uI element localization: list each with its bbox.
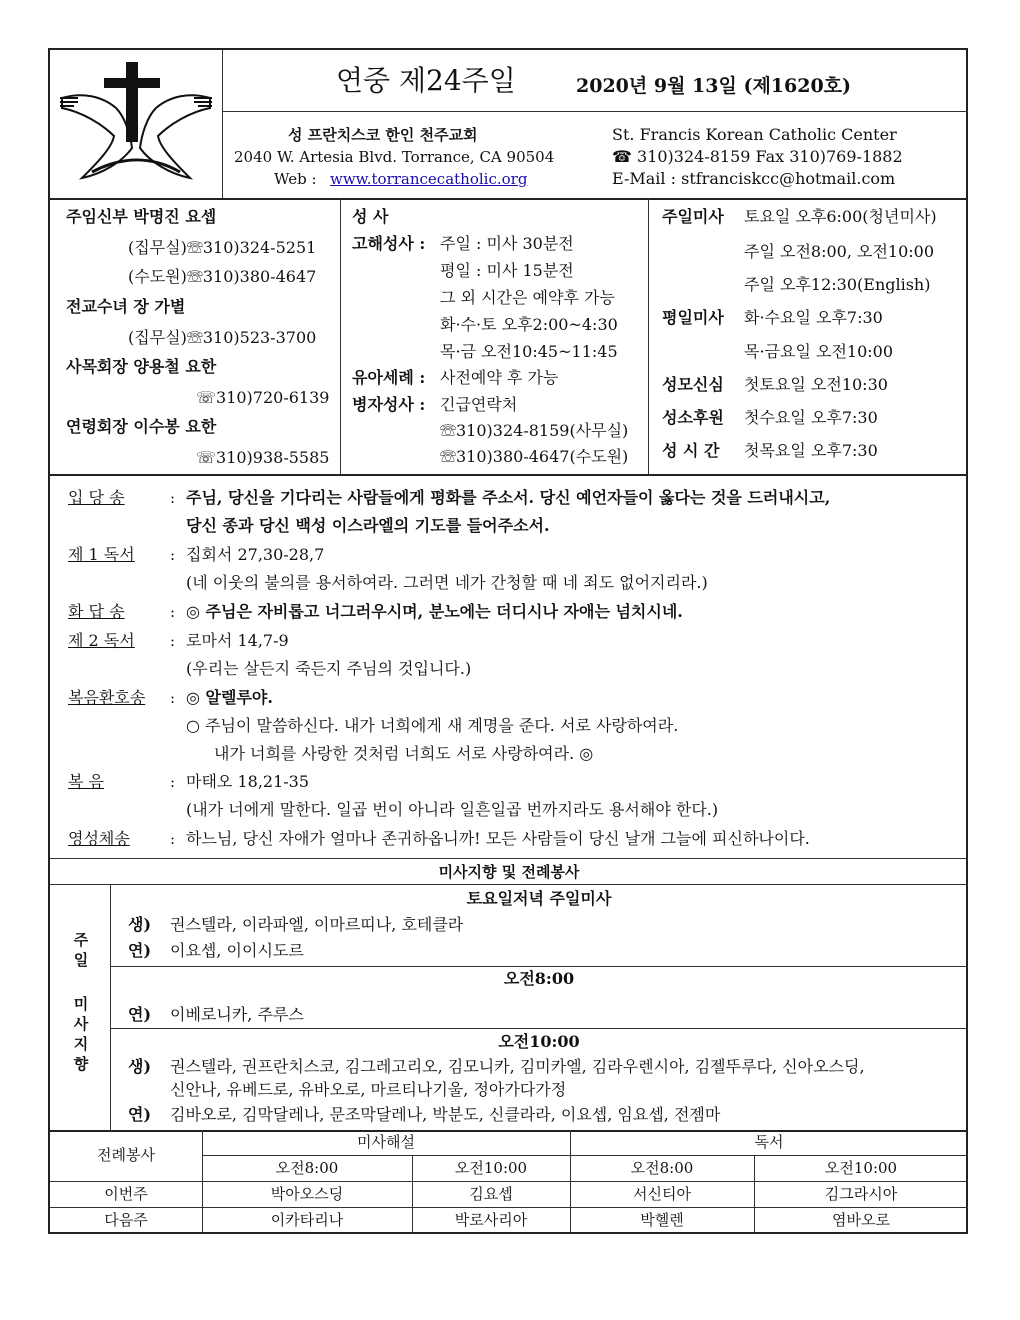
email: E-Mail : stfranciskcc@hotmail.com	[612, 169, 896, 188]
cross-icon	[52, 52, 220, 194]
service-cell: 서신티아	[633, 1185, 691, 1203]
holy-hour: 첫목요일 오후7:30	[744, 441, 878, 460]
gospel-note: (내가 너에게 말한다. 일곱 번이 아니라 일흔일곱 번까지라도 용서해야 한다.)	[186, 800, 719, 819]
intentions-side-label	[66, 930, 96, 1074]
side-char	[66, 970, 96, 994]
sunday-mass-3: 주일 오후12:30(English)	[744, 275, 931, 294]
am10-living-names-1: 권스텔라, 권프란치스코, 김그레고리오, 김모니카, 김미카엘, 김라우렌시아, 김젤뚜루다, 신아오스딩,	[170, 1057, 865, 1076]
service-cell: 김그라시아	[824, 1185, 898, 1203]
alleluia-text: ◎ 알렐루야.	[186, 688, 273, 707]
side-char: 주	[73, 931, 89, 949]
alleluia-verse-1: ○ 주님이 말씀하신다. 내가 너희에게 새 계명을 준다. 서로 사랑하여라.	[186, 716, 679, 735]
am10-living-names-2: 신안나, 유베드로, 유바오로, 마르티나기울, 정아가다가정	[170, 1080, 567, 1099]
entrance-text-1: 주님, 당신을 기다리는 사람들에게 평화를 주소서. 당신 예언자들이 옳다는 것을 드러내시고,	[186, 488, 831, 507]
second-reading-note: (우리는 살든지 죽든지 주님의 것입니다.)	[186, 659, 472, 678]
weekday-mass-2: 목·금요일 오전10:00	[744, 342, 894, 361]
intentions-heading: 미사지향 및 전례봉사	[438, 863, 580, 881]
vocation: 첫수요일 오후7:30	[744, 408, 878, 427]
am8-title: 오전8:00	[503, 969, 575, 988]
service-col-header: 오전10:00	[824, 1159, 898, 1177]
marian-devotion-label: 성모신심	[662, 375, 724, 394]
phone-fax: ☎ 310)324-8159 Fax 310)769-1882	[612, 147, 903, 166]
first-reading-ref: 집회서 27,30-28,7	[186, 545, 325, 564]
am10-title: 오전10:00	[498, 1032, 580, 1051]
council-president: 사목회장 양용철 요한	[66, 357, 217, 376]
service-cell: 박아오스딩	[270, 1185, 344, 1203]
baptism-label: 유아세례 :	[352, 368, 426, 387]
colon: :	[170, 603, 176, 621]
service-cell: 박로사리아	[454, 1211, 528, 1229]
communion-label: 영성체송	[68, 829, 130, 848]
confession-label: 고해성사 :	[352, 234, 426, 253]
baptism-info: 사전예약 후 가능	[440, 368, 559, 387]
marian-devotion: 첫토요일 오전10:30	[744, 375, 888, 394]
council-president-phone: ☏310)720-6139	[196, 388, 330, 407]
colon: :	[170, 689, 176, 707]
confession-line-4: 화·수·토 오후2:00~4:30	[440, 315, 618, 334]
cross-hands-logo	[52, 52, 220, 194]
sat-living-label: 생)	[128, 915, 152, 934]
website-link[interactable]: www.torrancecatholic.org	[330, 170, 528, 188]
web-label: Web :	[274, 170, 317, 188]
weekday-mass-1: 화·수요일 오후7:30	[744, 308, 883, 327]
am10-living-label: 생)	[128, 1057, 152, 1076]
page-title: 연중 제24주일	[336, 64, 516, 97]
first-reading-note: (네 이웃의 불의를 용서하여라. 그러면 네가 간청할 때 네 죄도 없어지리라.)	[186, 573, 708, 592]
service-cell: 이카타리나	[270, 1211, 344, 1229]
pastor-office-phone: (집무실)☏310)324-5251	[128, 238, 317, 257]
second-reading-ref: 로마서 14,7-9	[186, 631, 289, 650]
service-cell: 염바오로	[832, 1211, 890, 1229]
am10-deceased-names: 김바오로, 김막달레나, 문조막달레나, 박분도, 신클라라, 이요셉, 임요셉, 전젬마	[170, 1105, 721, 1124]
colon: :	[170, 489, 176, 507]
service-group-reading: 독서	[754, 1133, 784, 1151]
service-col-header: 오전8:00	[630, 1159, 694, 1177]
confession-line-3: 그 외 시간은 예약후 가능	[440, 288, 615, 307]
sister: 전교수녀 장 가별	[66, 297, 186, 316]
side-char: 사	[73, 1015, 89, 1033]
service-group-commentary: 미사해설	[357, 1133, 415, 1151]
alleluia-label: 복음환호송	[68, 688, 146, 707]
church-name-en: St. Francis Korean Catholic Center	[612, 125, 897, 144]
first-reading-label: 제 1 독서	[68, 545, 135, 564]
funeral-president: 연령회장 이수봉 요한	[66, 417, 217, 436]
sat-living-names: 권스텔라, 이라파엘, 이마르띠나, 호테클라	[170, 915, 464, 934]
side-char: 향	[73, 1055, 89, 1073]
holy-hour-label: 성 시 간	[662, 441, 720, 460]
entrance-label: 입 당 송	[68, 488, 125, 507]
sat-deceased-names: 이요셉, 이이시도르	[170, 941, 304, 960]
vocation-label: 성소후원	[662, 408, 724, 427]
anointing-line-1: 긴급연락처	[440, 395, 518, 414]
funeral-president-phone: ☏310)938-5585	[196, 448, 330, 467]
colon: :	[170, 546, 176, 564]
side-char: 지	[73, 1035, 89, 1053]
pastor-rectory-phone: (수도원)☏310)380-4647	[128, 267, 317, 286]
service-col-header: 오전10:00	[454, 1159, 528, 1177]
service-row-week: 다음주	[104, 1211, 148, 1229]
entrance-text-2: 당신 종과 당신 백성 이스라엘의 기도를 들어주소서.	[186, 516, 550, 535]
colon: :	[170, 773, 176, 791]
service-label: 전례봉사	[97, 1146, 155, 1164]
am10-deceased-label: 연)	[128, 1105, 152, 1124]
church-name-kr: 성 프란치스코 한인 천주교회	[288, 126, 478, 144]
pastor: 주임신부 박명진 요셉	[66, 207, 217, 226]
psalm-label: 화 답 송	[68, 602, 125, 621]
psalm-text: ◎ 주님은 자비롭고 너그러우시며, 분노에는 더디시나 자애는 넘치시네.	[186, 602, 683, 621]
colon: :	[170, 830, 176, 848]
second-reading-label: 제 2 독서	[68, 631, 135, 650]
sacraments-heading: 성 사	[352, 207, 389, 226]
service-cell: 김요셉	[469, 1185, 513, 1203]
confession-line-1: 주일 : 미사 30분전	[440, 234, 574, 253]
service-col-header: 오전8:00	[275, 1159, 339, 1177]
am8-deceased-names: 이베로니카, 주루스	[170, 1005, 304, 1024]
am8-deceased-label: 연)	[128, 1005, 152, 1024]
church-address: 2040 W. Artesia Blvd. Torrance, CA 90504	[234, 148, 555, 166]
service-row-week: 이번주	[104, 1185, 148, 1203]
communion-text: 하느님, 당신 자애가 얼마나 존귀하옵니까! 모든 사람들이 당신 날개 그늘에 피신하나이다.	[186, 829, 810, 848]
side-char: 일	[73, 951, 89, 969]
sunday-mass-label: 주일미사	[662, 207, 724, 226]
confession-line-5: 목·금 오전10:45~11:45	[440, 342, 618, 361]
gospel-label: 복 음	[68, 772, 104, 791]
sunday-mass-2: 주일 오전8:00, 오전10:00	[744, 242, 935, 261]
weekday-mass-label: 평일미사	[662, 308, 724, 327]
alleluia-verse-2: 내가 너희를 사랑한 것처럼 너희도 서로 사랑하여라. ◎	[214, 744, 594, 763]
service-cell: 박헬렌	[640, 1211, 684, 1229]
side-char: 미	[73, 995, 89, 1013]
colon: :	[170, 632, 176, 650]
saturday-mass-title: 토요일저녁 주일미사	[466, 889, 612, 908]
anointing-label: 병자성사 :	[352, 395, 426, 414]
sunday-mass-1: 토요일 오후6:00(청년미사)	[744, 207, 937, 226]
gospel-ref: 마태오 18,21-35	[186, 772, 310, 791]
sister-office-phone: (집무실)☏310)523-3700	[128, 328, 317, 347]
anointing-line-2: ☏310)324-8159(사무실)	[440, 421, 629, 440]
sat-deceased-label: 연)	[128, 941, 152, 960]
issue-date: 2020년 9월 13일 (제1620호)	[576, 75, 852, 97]
confession-line-2: 평일 : 미사 15분전	[440, 261, 574, 280]
anointing-line-3: ☏310)380-4647(수도원)	[440, 447, 629, 466]
